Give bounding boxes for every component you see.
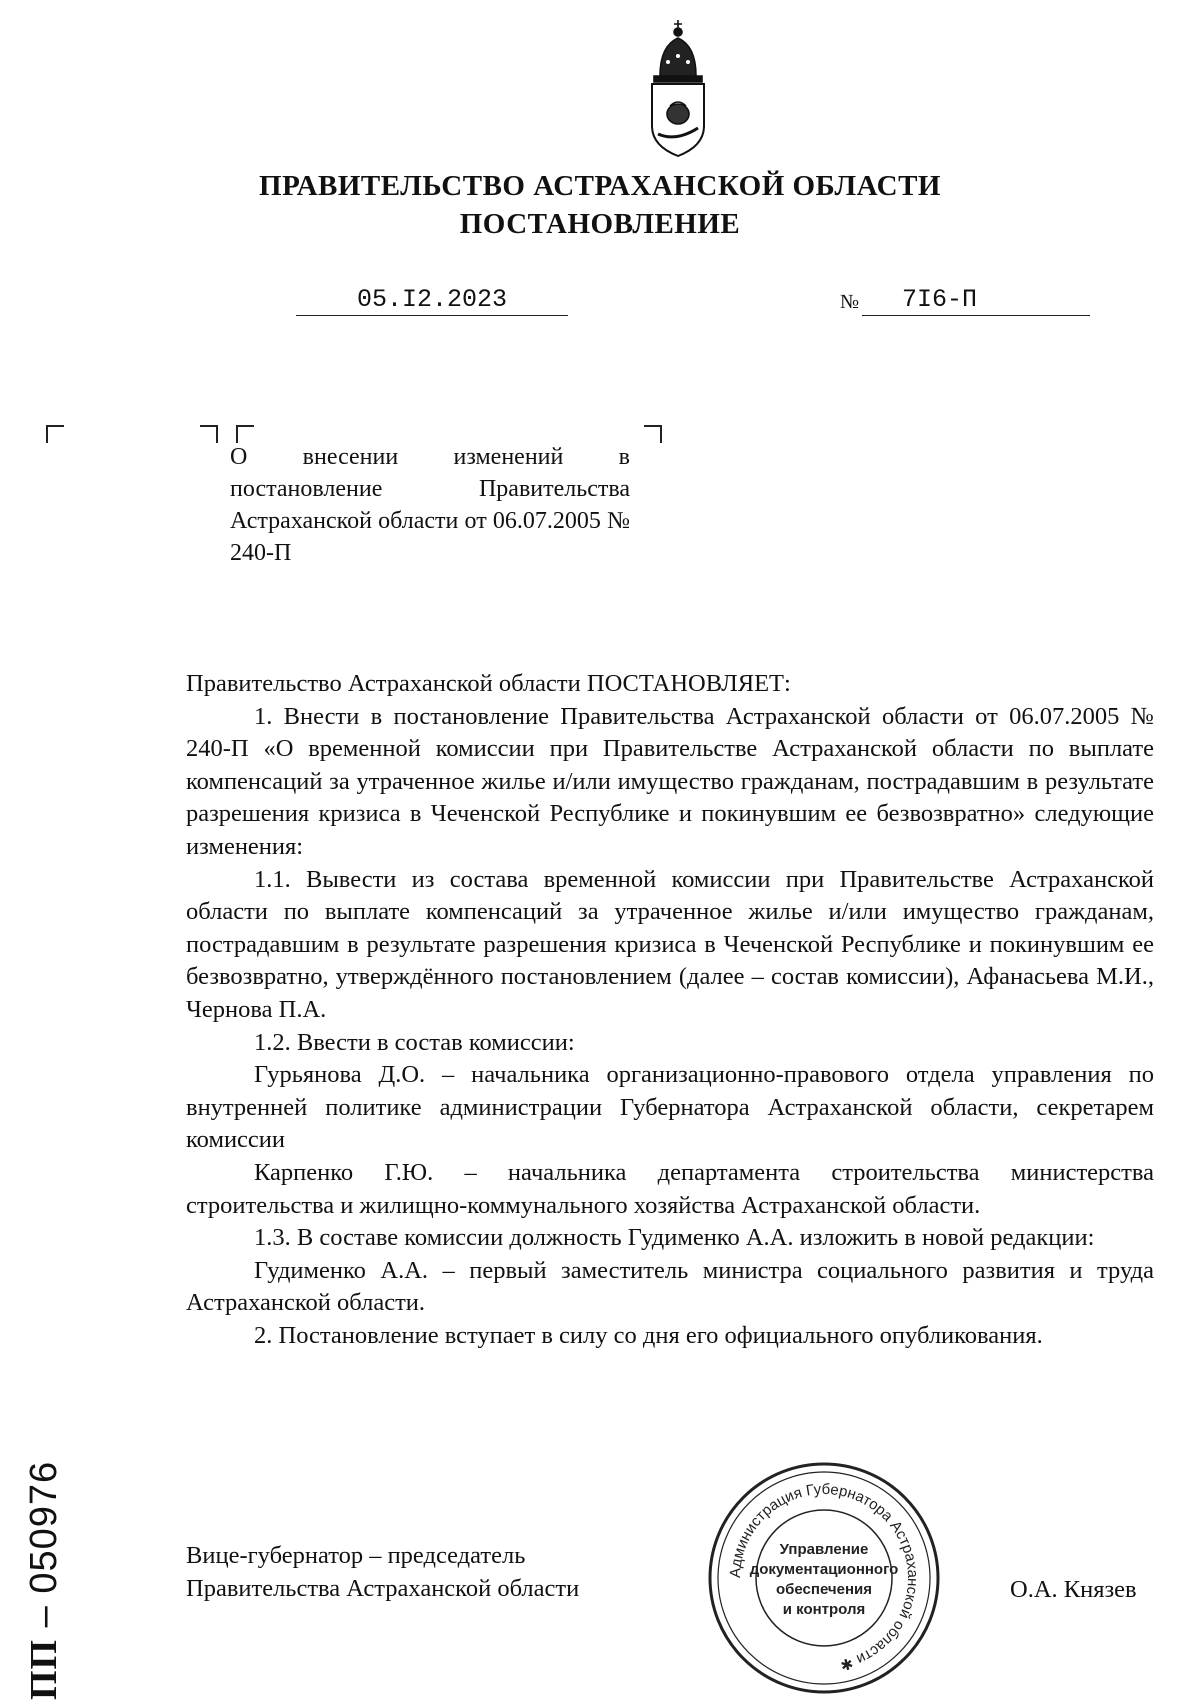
clause-1-2: 1.2. Ввести в состав комиссии:	[254, 1028, 575, 1056]
coat-of-arms-emblem	[646, 18, 710, 158]
document-number-field	[862, 285, 1090, 316]
clause-1-2-member-b: Карпенко Г.Ю. – начальника департамента строительства министерства строительства и жилищно-коммунального хозяйства Астраханской области.	[186, 1158, 1154, 1219]
clause-1: 1. Внести в постановление Правительства Астраханской области от 06.07.2005 № 240-П «О временной комиссии при Правительстве Астраханской области по выплате компенсаций за утраченное жилье и/или имущество гражданам, пострадавшим в результате разрешения кризиса в Чеченской Республике и покинувшим ее безвозвратно» следующие изменения:	[186, 702, 1154, 860]
clause-1-3: 1.3. В составе комиссии должность Гудименко А.А. изложить в новой редакции:	[254, 1224, 1095, 1252]
side-code-prefix: ПП	[23, 1638, 65, 1700]
official-stamp	[706, 1460, 942, 1696]
document-date: 05.I2.2023	[296, 285, 568, 316]
clause-1-2-member-a: Гурьянова Д.О. – начальника организационно-правового отдела управления по внутренней политике администрации Губернатора Астраханской области, секретарем комиссии	[186, 1061, 1154, 1154]
signer-title-line-2: Правительства Астраханской области	[186, 1574, 580, 1602]
clause-1-1: 1.1. Вывести из состава временной комиссии при Правительстве Астраханской области по выплате компенсаций за утраченное жилье и/или имущество гражданам, пострадавшим в результате разрешения кризиса в Чеченской Республике и покинувшим ее безвозвратно, утверждённого постановлением (далее – состав комиссии), Афанасьева М.И., Чернова П.А.	[186, 865, 1154, 1023]
svg-text:документационного: документационного	[749, 1561, 899, 1578]
svg-text:и контроля: и контроля	[782, 1601, 866, 1618]
number-sign: №	[840, 291, 860, 313]
svg-text:Администрация Губернатора Астр: Администрация Губернатора Астраханской области ✱	[726, 1480, 922, 1674]
organization-title: ПРАВИТЕЛЬСТВО АСТРАХАНСКОЙ ОБЛАСТИ	[259, 170, 941, 202]
resolution-body	[186, 668, 1154, 1352]
signer-title	[186, 1540, 579, 1605]
resolution-subject: О внесении изменений в постановление Правительства Астраханской области от 06.07.2005 № 240-П	[230, 444, 630, 566]
clause-1-3-member: Гудименко А.А. – первый заместитель министра социального развития и труда Астраханской области.	[186, 1256, 1154, 1317]
document-type-title: ПОСТАНОВЛЕНИЕ	[459, 208, 741, 240]
side-code-number: 050976	[23, 1460, 65, 1594]
corner-mark-top-left	[46, 425, 64, 443]
svg-text:обеспечения: обеспечения	[775, 1581, 873, 1598]
clause-2: 2. Постановление вступает в силу со дня его официального опубликования.	[254, 1321, 1043, 1349]
preamble: Правительство Астраханской области ПОСТАНОВЛЯЕТ:	[186, 670, 791, 697]
svg-text:Управление: Управление	[779, 1541, 869, 1558]
signer-title-line-1: Вице-губернатор – председатель	[186, 1542, 526, 1569]
side-registration-code: ПП – 050976	[23, 1460, 65, 1700]
document-number: 7I6-П	[902, 285, 978, 314]
signer-name: О.А. Князев	[1010, 1576, 1137, 1603]
corner-mark-top-right-a	[200, 425, 218, 443]
corner-mark-top-right-b	[644, 425, 662, 443]
